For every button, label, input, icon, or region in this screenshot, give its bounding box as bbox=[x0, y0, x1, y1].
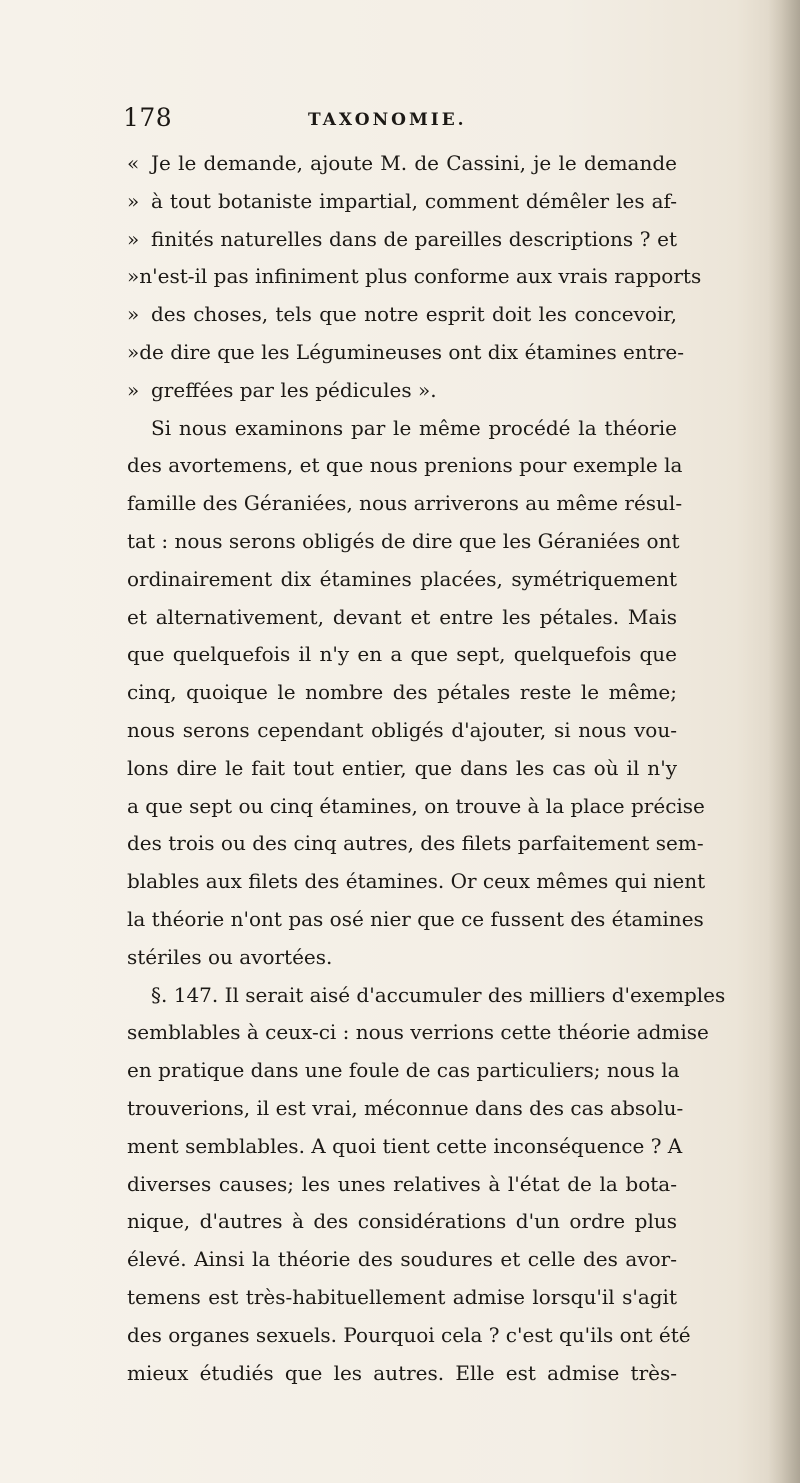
text-line: ordinairement dix étamines placées, symétriquement bbox=[127, 566, 677, 591]
quote-mark: » bbox=[127, 226, 140, 251]
text-line: stériles ou avortées. bbox=[127, 944, 333, 969]
quote-mark: » bbox=[127, 339, 140, 364]
line-text: des choses, tels que notre esprit doit les concevoir, bbox=[151, 302, 677, 327]
line-text: n'est-il pas infiniment plus conforme aux vrais rapports bbox=[139, 264, 702, 289]
text-line: §. 147. Il serait aisé d'accumuler des milliers d'exemples bbox=[151, 982, 726, 1007]
text-line: famille des Géraniées, nous arriverons au même résul- bbox=[127, 491, 683, 516]
text-line: et alternativement, devant et entre les pétales. Mais bbox=[127, 604, 677, 629]
line-text: greffées par les pédicules ». bbox=[151, 377, 437, 402]
page-header bbox=[0, 103, 800, 143]
quote-mark: » bbox=[127, 377, 140, 402]
text-line: temens est très-habituellement admise lorsqu'il s'agit bbox=[127, 1284, 677, 1309]
running-head: TAXONOMIE. bbox=[308, 110, 467, 130]
text-line: cinq, quoique le nombre des pétales reste le même; bbox=[127, 680, 677, 705]
line-text: finités naturelles dans de pareilles descriptions ? et bbox=[151, 226, 677, 251]
quote-mark: » bbox=[127, 264, 140, 289]
text-line: blables aux filets des étamines. Or ceux mêmes qui nient bbox=[127, 869, 706, 894]
text-line bbox=[127, 258, 702, 296]
text-line: des trois ou des cinq autres, des filets parfaitement sem- bbox=[127, 831, 704, 856]
body-text bbox=[127, 145, 726, 1392]
text-line bbox=[127, 372, 677, 410]
line-text: à tout botaniste impartial, comment démêler les af- bbox=[151, 188, 677, 213]
text-line bbox=[127, 145, 677, 183]
text-line bbox=[127, 221, 677, 259]
page-number: 178 bbox=[123, 103, 173, 132]
text-line: nique, d'autres à des considérations d'un ordre plus bbox=[127, 1209, 677, 1234]
text-line: élevé. Ainsi la théorie des soudures et celle des avor- bbox=[127, 1247, 677, 1272]
quote-mark: » bbox=[127, 188, 140, 213]
text-line: en pratique dans une foule de cas particuliers; nous la bbox=[127, 1058, 680, 1083]
text-line bbox=[127, 334, 684, 372]
text-line: semblables à ceux-ci : nous verrions cette théorie admise bbox=[127, 1020, 709, 1045]
page-edge-shadow bbox=[768, 0, 800, 1483]
text-line bbox=[127, 183, 677, 221]
text-line: a que sept ou cinq étamines, on trouve à la place précise bbox=[127, 793, 705, 818]
line-text: Je le demande, ajoute M. de Cassini, je le demande bbox=[151, 151, 677, 175]
text-line: lons dire le fait tout entier, que dans les cas où il n'y bbox=[127, 755, 677, 780]
text-line: nous serons cependant obligés d'ajouter, si nous vou- bbox=[127, 717, 677, 742]
text-line: ment semblables. A quoi tient cette inconséquence ? A bbox=[127, 1133, 683, 1158]
text-line: tat : nous serons obligés de dire que les Géraniées ont bbox=[127, 528, 680, 553]
line-text: de dire que les Légumineuses ont dix étamines entre- bbox=[139, 339, 684, 364]
text-line: des avortemens, et que nous prenions pour exemple la bbox=[127, 453, 683, 478]
text-line bbox=[127, 296, 677, 334]
text-line: diverses causes; les unes relatives à l'état de la bota- bbox=[127, 1171, 677, 1196]
quote-mark: » bbox=[127, 302, 140, 327]
quote-mark: « bbox=[127, 151, 140, 175]
text-line: la théorie n'ont pas osé nier que ce fussent des étamines bbox=[127, 906, 704, 931]
text-line: des organes sexuels. Pourquoi cela ? c'est qu'ils ont été bbox=[127, 1322, 691, 1347]
text-line: que quelquefois il n'y en a que sept, quelquefois que bbox=[127, 642, 677, 667]
text-line: mieux étudiés que les autres. Elle est admise très- bbox=[127, 1360, 677, 1385]
text-line: trouverions, il est vrai, méconnue dans des cas absolu- bbox=[127, 1095, 684, 1120]
text-line: Si nous examinons par le même procédé la théorie bbox=[151, 415, 677, 440]
